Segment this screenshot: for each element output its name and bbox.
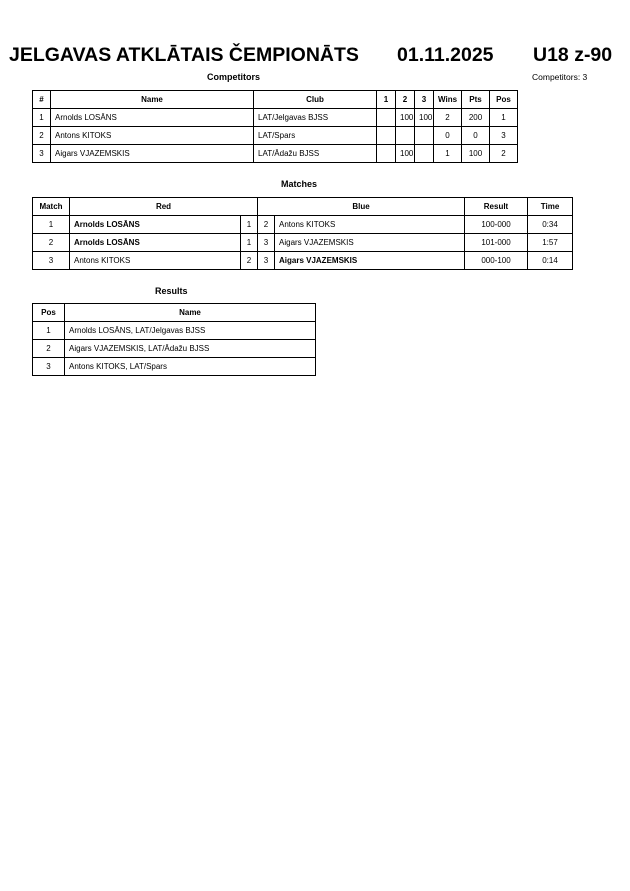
page-header: [0, 44, 630, 70]
competitor-pts: 100: [462, 145, 490, 163]
competitor-club: LAT/Ādažu BJSS: [254, 145, 377, 163]
col-vs-2: 2: [396, 91, 415, 109]
blue-competitor-num: 2: [258, 216, 275, 234]
match-time: 0:34: [528, 216, 573, 234]
result-pos: 2: [33, 340, 65, 358]
competitors-table: [32, 90, 518, 163]
competitor-wins: 2: [434, 109, 462, 127]
red-competitor: Arnolds LOSĀNS: [70, 216, 241, 234]
col-vs-1: 1: [377, 91, 396, 109]
result-name: Aigars VJAZEMSKIS, LAT/Ādažu BJSS: [65, 340, 316, 358]
competitors-header-row: [33, 91, 518, 109]
score-vs-3: 100: [415, 109, 434, 127]
match-result: 100-000: [465, 216, 528, 234]
result-name: Arnolds LOSĀNS, LAT/Jelgavas BJSS: [65, 322, 316, 340]
match-number: 1: [33, 216, 70, 234]
competitor-club: LAT/Spars: [254, 127, 377, 145]
competitor-wins: 1: [434, 145, 462, 163]
col-result: Result: [465, 198, 528, 216]
col-name: Name: [51, 91, 254, 109]
competitor-name: Arnolds LOSĀNS: [51, 109, 254, 127]
red-competitor: Arnolds LOSĀNS: [70, 234, 241, 252]
col-pts: Pts: [462, 91, 490, 109]
blue-competitor-num: 3: [258, 234, 275, 252]
competitor-name: Aigars VJAZEMSKIS: [51, 145, 254, 163]
blue-competitor: Antons KITOKS: [275, 216, 465, 234]
result-name: Antons KITOKS, LAT/Spars: [65, 358, 316, 376]
table-row: [33, 322, 316, 340]
red-competitor-num: 2: [241, 252, 258, 270]
competitors-count: Competitors: 3: [532, 72, 588, 82]
competitor-pos: 2: [490, 145, 518, 163]
table-row: [33, 252, 573, 270]
col-num: #: [33, 91, 51, 109]
score-vs-3: [415, 127, 434, 145]
event-date: 01.11.2025: [397, 44, 494, 66]
col-result-name: Name: [65, 304, 316, 322]
table-row: [33, 340, 316, 358]
col-wins: Wins: [434, 91, 462, 109]
competitor-num: 3: [33, 145, 51, 163]
matches-header-row: [33, 198, 573, 216]
col-club: Club: [254, 91, 377, 109]
result-pos: 3: [33, 358, 65, 376]
table-row: [33, 145, 518, 163]
blue-competitor: Aigars VJAZEMSKIS: [275, 234, 465, 252]
match-number: 3: [33, 252, 70, 270]
matches-table: [32, 197, 573, 270]
page-title: JELGAVAS ATKLĀTAIS ČEMPIONĀTS: [9, 44, 359, 66]
competitor-pts: 200: [462, 109, 490, 127]
results-heading: Results: [155, 286, 188, 296]
red-competitor-num: 1: [241, 216, 258, 234]
score-vs-2: [396, 127, 415, 145]
match-result: 101-000: [465, 234, 528, 252]
col-time: Time: [528, 198, 573, 216]
competitor-wins: 0: [434, 127, 462, 145]
score-vs-1: [377, 127, 396, 145]
competitor-num: 2: [33, 127, 51, 145]
weight-category: U18 z-90: [533, 44, 613, 66]
competitor-pos: 3: [490, 127, 518, 145]
table-row: [33, 358, 316, 376]
competitor-pos: 1: [490, 109, 518, 127]
col-match: Match: [33, 198, 70, 216]
col-red: Red: [70, 198, 258, 216]
competitor-pts: 0: [462, 127, 490, 145]
table-row: [33, 216, 573, 234]
score-vs-1: [377, 145, 396, 163]
red-competitor: Antons KITOKS: [70, 252, 241, 270]
col-blue: Blue: [258, 198, 465, 216]
match-time: 1:57: [528, 234, 573, 252]
score-vs-2: 100: [396, 145, 415, 163]
competitor-num: 1: [33, 109, 51, 127]
result-pos: 1: [33, 322, 65, 340]
table-row: [33, 127, 518, 145]
score-vs-2: 100: [396, 109, 415, 127]
score-vs-1: [377, 109, 396, 127]
blue-competitor-num: 3: [258, 252, 275, 270]
competitor-club: LAT/Jelgavas BJSS: [254, 109, 377, 127]
blue-competitor: Aigars VJAZEMSKIS: [275, 252, 465, 270]
table-row: [33, 109, 518, 127]
red-competitor-num: 1: [241, 234, 258, 252]
col-result-pos: Pos: [33, 304, 65, 322]
match-time: 0:14: [528, 252, 573, 270]
col-vs-3: 3: [415, 91, 434, 109]
competitors-heading: Competitors: [207, 72, 261, 82]
score-vs-3: [415, 145, 434, 163]
table-row: [33, 234, 573, 252]
results-table: [32, 303, 316, 376]
match-number: 2: [33, 234, 70, 252]
results-header-row: [33, 304, 316, 322]
match-result: 000-100: [465, 252, 528, 270]
matches-heading: Matches: [281, 179, 318, 189]
col-pos: Pos: [490, 91, 518, 109]
competitor-name: Antons KITOKS: [51, 127, 254, 145]
